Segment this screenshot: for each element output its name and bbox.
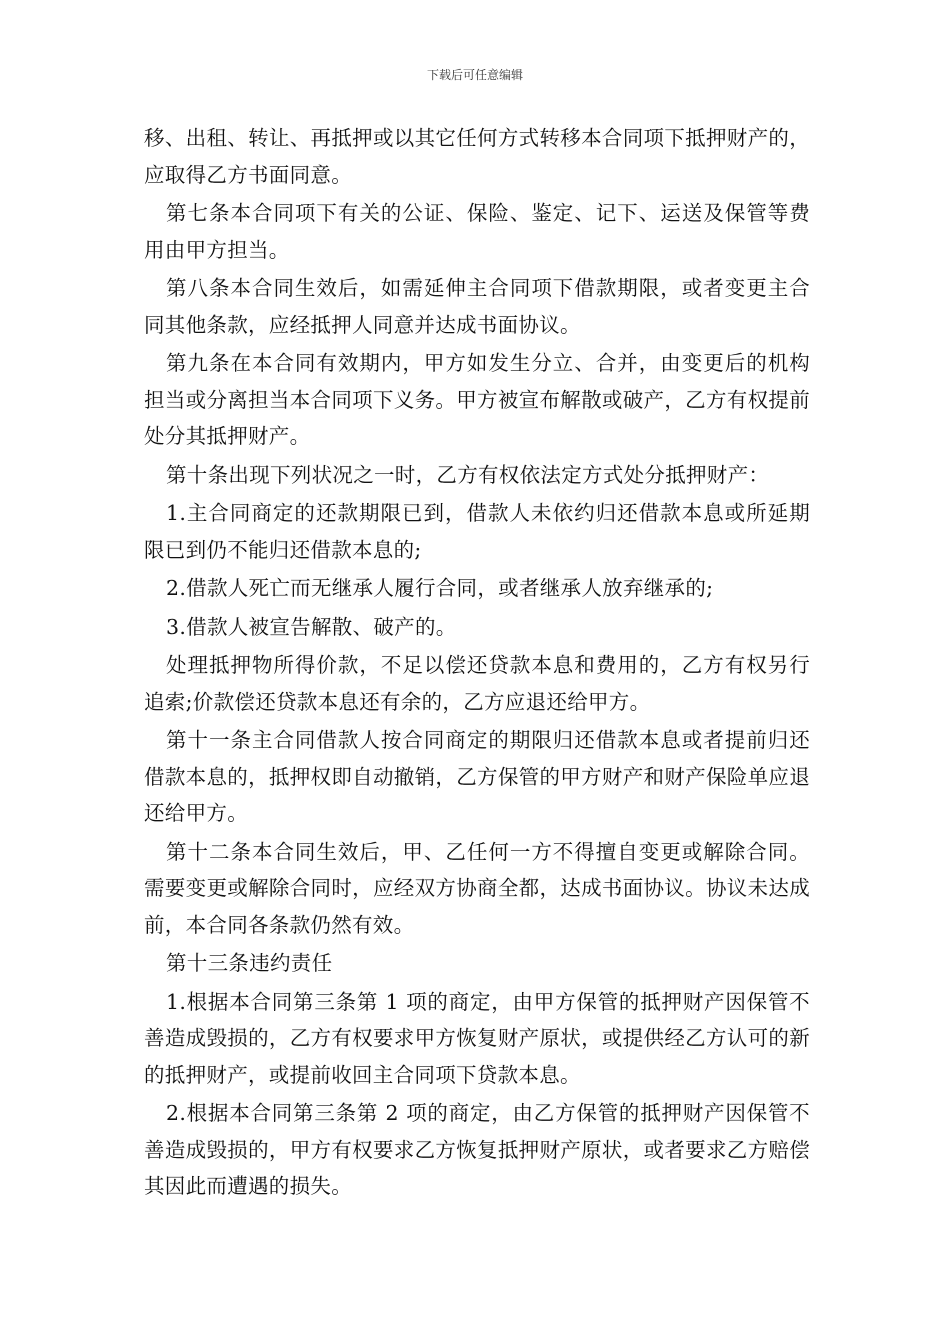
paragraph-article-7: 第七条本合同项下有关的公证、保险、鉴定、记下、运送及保管等费用由甲方担当。 — [144, 201, 810, 262]
paragraph-article-13-item-1: 1.根据本合同第三条第 1 项的商定，由甲方保管的抵押财产因保管不善造成毁损的，乙方有权要求甲方恢复财产原状，或提供经乙方认可的新的抵押财产，或提前收回主合同项下贷款本息。 — [144, 989, 810, 1087]
page-header: 下载后可任意编辑 — [426, 68, 523, 82]
paragraph-article-10: 第十条出现下列状况之一时，乙方有权依法定方式处分抵押财产： — [166, 462, 770, 487]
paragraph-article-12: 第十二条本合同生效后，甲、乙任何一方不得擅自变更或解除合同。需要变更或解除合同时，应经双方协商全都，达成书面协议。协议未达成前，本合同各条款仍然有效。 — [144, 839, 810, 937]
paragraph-article-13-item-2: 2.根据本合同第三条第 2 项的商定，由乙方保管的抵押财产因保管不善造成毁损的，甲方有权要求乙方恢复抵押财产原状，或者要求乙方赔偿其因此而遭遇的损失。 — [144, 1101, 810, 1198]
paragraph-proceeds: 处理抵押物所得价款，不足以偿还贷款本息和费用的，乙方有权另行追索;价款偿还贷款本息还有余的，乙方应退还给甲方。 — [144, 653, 810, 714]
paragraph-article-8: 第八条本合同生效后，如需延伸主合同项下借款期限，或者变更主合同其他条款，应经抵押人同意并达成书面协议。 — [144, 276, 810, 337]
paragraph-article-10-item-2: 2.借款人死亡而无继承人履行合同，或者继承人放弃继承的; — [166, 576, 714, 600]
document-body — [144, 120, 810, 1207]
paragraph-article-11: 第十一条主合同借款人按合同商定的期限归还借款本息或者提前归还借款本息的，抵押权即自动撤销，乙方保管的甲方财产和财产保险单应退还给甲方。 — [144, 728, 810, 825]
paragraph-article-10-item-1: 1.主合同商定的还款期限已到，借款人未依约归还借款本息或所延期限已到仍不能归还借款本息的; — [144, 501, 810, 562]
paragraph-1: 移、出租、转让、再抵押或以其它任何方式转移本合同项下抵押财产的，应取得乙方书面同意。 — [144, 126, 810, 187]
paragraph-article-10-item-3: 3.借款人被宣告解散、破产的。 — [166, 614, 457, 639]
paragraph-article-13: 第十三条违约责任 — [166, 951, 333, 975]
paragraph-article-9: 第九条在本合同有效期内，甲方如发生分立、合并，由变更后的机构担当或分离担当本合同项下义务。甲方被宣布解散或破产，乙方有权提前处分其抵押财产。 — [144, 351, 810, 448]
